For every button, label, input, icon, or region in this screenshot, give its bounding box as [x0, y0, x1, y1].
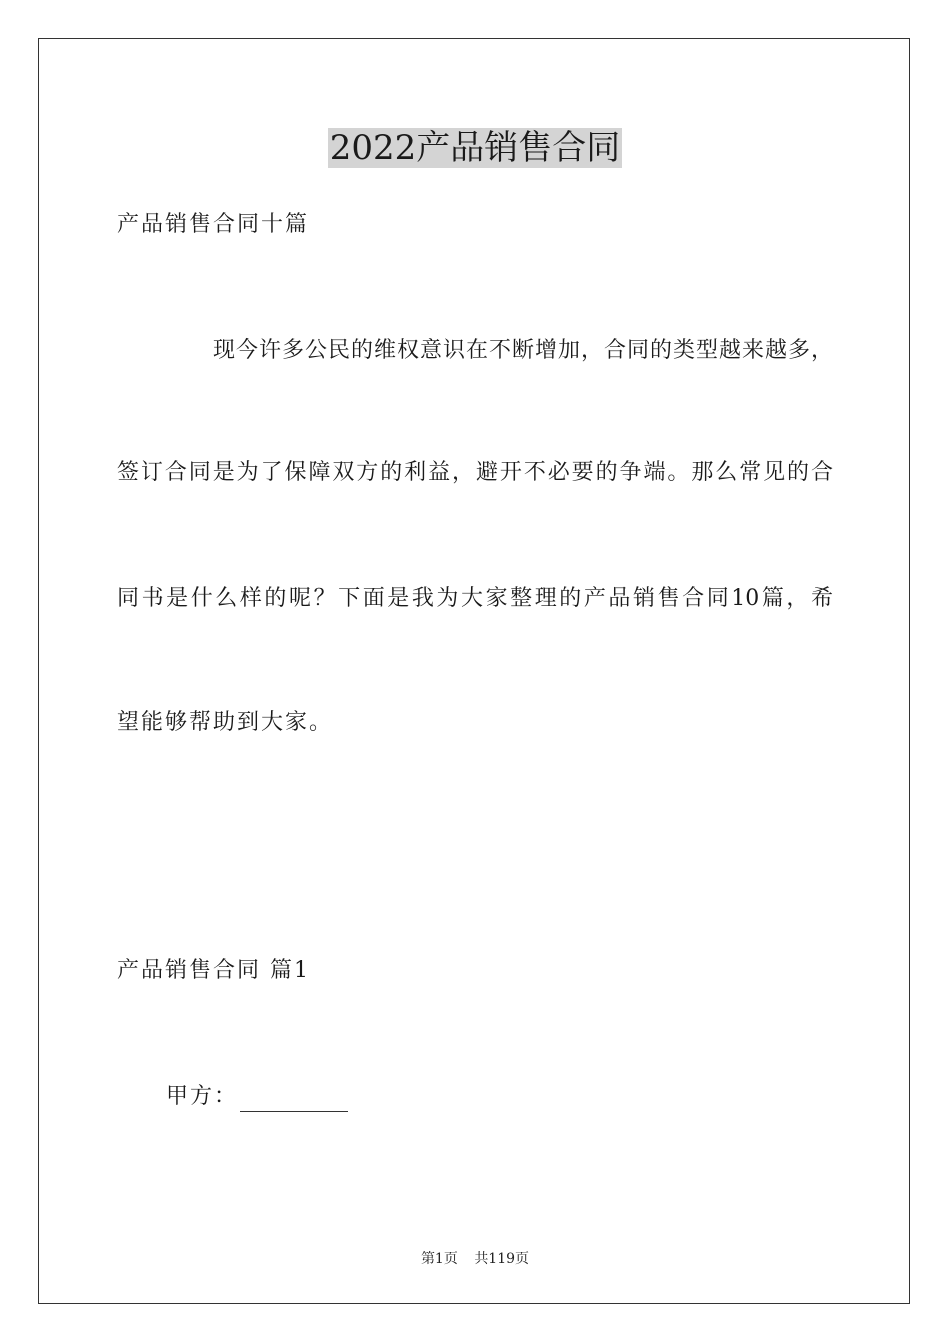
- document-title-text: 2022产品销售合同: [329, 128, 621, 168]
- intro-line-2: 签订合同是为了保障双方的利益，避开不必要的争端。那么常见的合: [117, 460, 833, 485]
- page-footer: [0, 1248, 950, 1268]
- document-subtitle: 产品销售合同十篇: [117, 212, 310, 237]
- section-heading: 产品销售合同 篇1: [117, 958, 310, 983]
- page-number: 第1页: [420, 1251, 458, 1267]
- total-pages: 共119页: [474, 1251, 530, 1267]
- party-a-blank-field[interactable]: [240, 1093, 348, 1112]
- document-title: [0, 126, 950, 170]
- party-a-label: 甲方：: [166, 1084, 239, 1109]
- intro-line-1: 现今许多公民的维权意识在不断增加，合同的类型越来越多，: [213, 338, 833, 363]
- intro-line-3: 同书是什么样的呢？下面是我为大家整理的产品销售合同10篇，希: [117, 586, 833, 611]
- intro-line-4: 望能够帮助到大家。: [117, 710, 334, 735]
- party-a-row: [166, 1082, 348, 1112]
